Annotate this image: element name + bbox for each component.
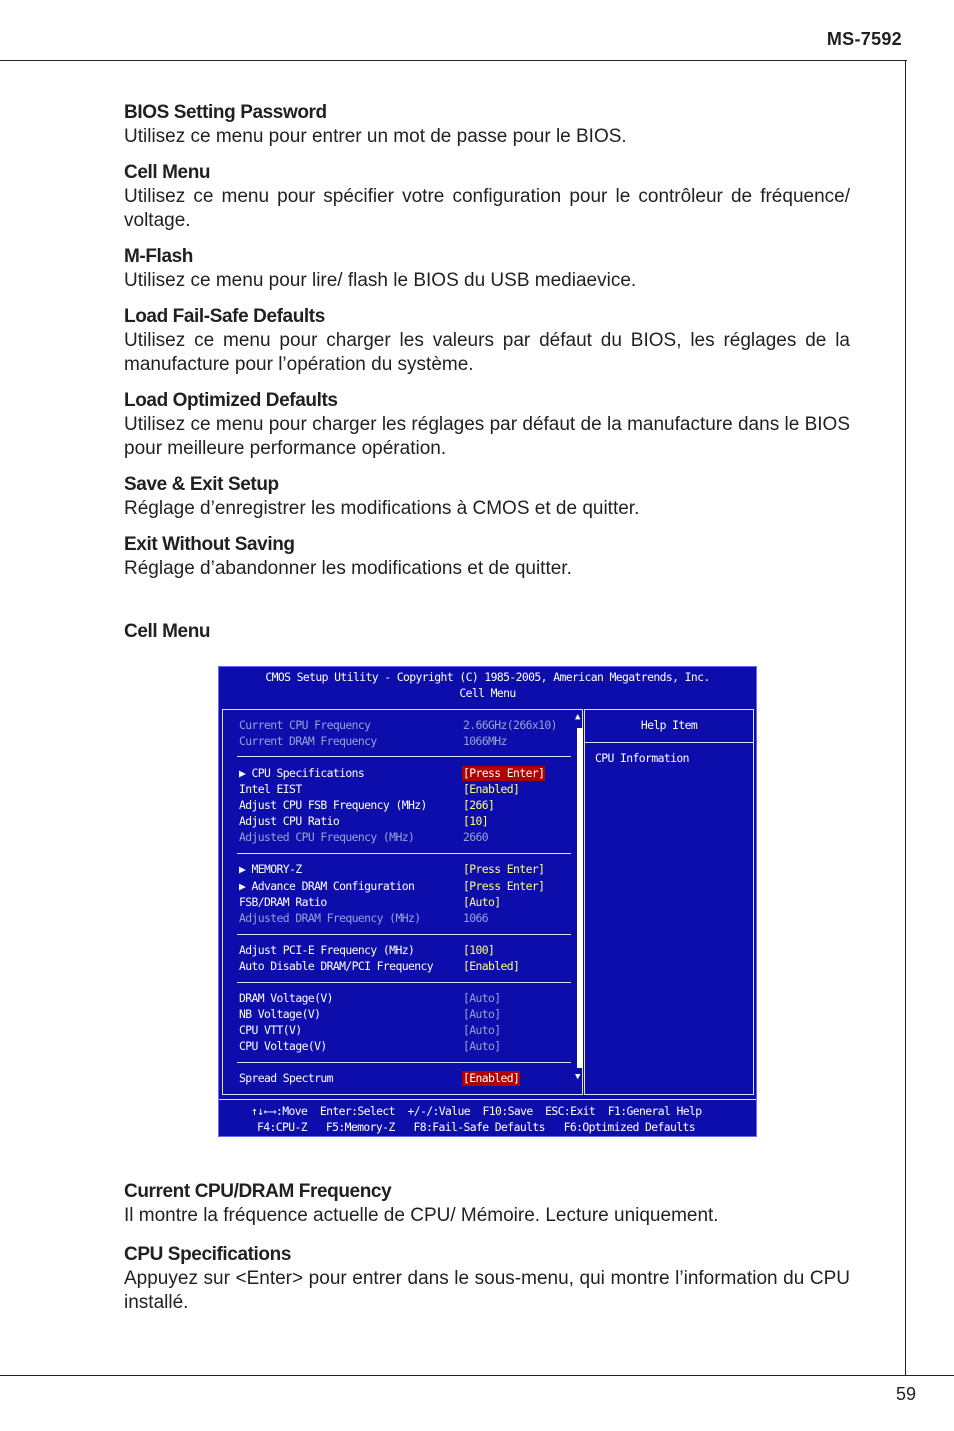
row-value[interactable]: [100] xyxy=(463,943,495,957)
row-value-selected[interactable]: [Press Enter] xyxy=(463,766,545,780)
row-label: Adjust PCI-E Frequency (MHz) xyxy=(239,943,415,957)
row-value: 2660 xyxy=(463,830,489,844)
row-label: FSB/DRAM Ratio xyxy=(239,895,327,909)
model-name: MS-7592 xyxy=(826,29,902,49)
row-value[interactable]: [Auto] xyxy=(463,1039,501,1053)
section-text: Réglage d’enregistrer les modifications à CMOS et de quitter. xyxy=(124,498,640,519)
bios-settings-panel xyxy=(222,709,583,1095)
row-value[interactable]: [Press Enter] xyxy=(463,862,545,876)
footer-keys-line-2: F4:CPU-Z F5:Memory-Z F8:Fail-Safe Defaults F6:Optimized Defaults xyxy=(257,1120,696,1134)
row-label: Current DRAM Frequency xyxy=(239,734,377,748)
row-value[interactable]: [266] xyxy=(463,798,495,812)
cell-menu-heading-block xyxy=(124,620,850,644)
row-label: Adjust CPU Ratio xyxy=(239,814,340,828)
section-text: Il montre la fréquence actuelle de CPU/ Mémoire. Lecture uniquement. xyxy=(124,1205,719,1226)
section-m-flash xyxy=(124,245,850,293)
footer-keys-line-1: ↑↓←→:Move Enter:Select +/-/:Value F10:Save ESC:Exit F1:General Help xyxy=(251,1104,702,1118)
section-text: Utilisez ce menu pour lire/ flash le BIOS du USB mediaevice. xyxy=(124,270,637,291)
page-number: 59 xyxy=(895,1384,916,1404)
help-title: Help Item xyxy=(640,718,698,732)
row-label: CPU Voltage(V) xyxy=(239,1039,327,1053)
row-label: Current CPU Frequency xyxy=(239,718,371,732)
top-rule xyxy=(0,60,907,61)
section-heading: Cell Menu xyxy=(124,162,211,183)
section-save-exit xyxy=(124,473,850,521)
row-value[interactable]: [Enabled] xyxy=(463,959,520,973)
row-value[interactable]: [10] xyxy=(463,814,489,828)
row-label: NB Voltage(V) xyxy=(239,1007,321,1021)
section-cpu-specifications xyxy=(124,1243,850,1315)
scroll-up-arrow-icon[interactable]: ▲ xyxy=(575,712,580,722)
section-load-fail-safe xyxy=(124,305,850,377)
section-heading: CPU Specifications xyxy=(124,1244,292,1265)
section-heading: BIOS Setting Password xyxy=(124,102,327,123)
bios-title: CMOS Setup Utility - Copyright (C) 1985-2005, American Megatrends, Inc. xyxy=(265,670,710,684)
row-label: DRAM Voltage(V) xyxy=(239,991,333,1005)
section-text: Réglage d’abandonner les modifications et de quitter. xyxy=(124,558,572,579)
scroll-down-arrow-icon[interactable]: ▼ xyxy=(575,1072,580,1082)
row-label: Adjusted CPU Frequency (MHz) xyxy=(239,830,415,844)
help-divider xyxy=(585,742,753,743)
row-label: Auto Disable DRAM/PCI Frequency xyxy=(239,959,433,973)
row-label: Adjust CPU FSB Frequency (MHz) xyxy=(239,798,427,812)
right-rule xyxy=(905,60,906,1376)
scrollbar[interactable] xyxy=(577,728,583,1068)
row-label: Spread Spectrum xyxy=(239,1071,333,1085)
row-label: ▶ Advance DRAM Configuration xyxy=(239,879,415,893)
row-label: ▶ CPU Specifications xyxy=(239,766,365,780)
help-text: CPU Information xyxy=(595,751,689,765)
bios-subtitle: Cell Menu xyxy=(459,686,516,700)
section-heading: M-Flash xyxy=(124,246,193,267)
row-value[interactable]: [Auto] xyxy=(463,991,501,1005)
row-label: Intel EIST xyxy=(239,782,302,796)
row-label: ▶ MEMORY-Z xyxy=(239,862,302,876)
row-value: 2.66GHz(266x10) xyxy=(463,718,557,732)
row-label: Adjusted DRAM Frequency (MHz) xyxy=(239,911,421,925)
section-heading: Current CPU/DRAM Frequency xyxy=(124,1181,392,1202)
row-value: 1066MHz xyxy=(463,734,507,748)
cell-menu-heading: Cell Menu xyxy=(124,621,211,642)
section-text: Appuyez sur <Enter> pour entrer dans le sous-menu, qui montre l’information du CPU installé. xyxy=(124,1268,850,1313)
bios-separator xyxy=(237,934,571,935)
row-value[interactable]: [Auto] xyxy=(463,1023,501,1037)
bottom-rule xyxy=(0,1375,954,1376)
section-text: Utilisez ce menu pour entrer un mot de passe pour le BIOS. xyxy=(124,126,627,147)
row-value: 1066 xyxy=(463,911,489,925)
section-text: Utilisez ce menu pour charger les valeurs par défaut du BIOS, les réglages de la manufacture pour l’opération du système. xyxy=(124,330,850,375)
section-heading: Load Fail-Safe Defaults xyxy=(124,306,325,327)
section-current-frequency xyxy=(124,1180,850,1228)
row-label: CPU VTT(V) xyxy=(239,1023,302,1037)
section-bios-setting-password xyxy=(124,101,850,149)
section-text: Utilisez ce menu pour spécifier votre configuration pour le contrôleur de fréquence/ voltage. xyxy=(124,186,850,231)
bios-screenshot xyxy=(218,666,757,1137)
bios-separator xyxy=(237,756,571,757)
bios-separator xyxy=(237,853,571,854)
row-value[interactable]: [Enabled] xyxy=(463,782,520,796)
row-value[interactable]: [Press Enter] xyxy=(463,879,545,893)
bios-help-panel xyxy=(584,709,754,1095)
section-exit-without-saving xyxy=(124,533,850,581)
bios-separator xyxy=(237,982,571,983)
bios-footer xyxy=(219,1099,756,1134)
section-heading: Exit Without Saving xyxy=(124,534,295,555)
section-heading: Save & Exit Setup xyxy=(124,474,279,495)
section-heading: Load Optimized Defaults xyxy=(124,390,338,411)
row-value-selected[interactable]: [Enabled] xyxy=(463,1071,520,1085)
section-text: Utilisez ce menu pour charger les réglages par défaut de la manufacture dans le BIOS pour meilleure performance opération. xyxy=(124,414,850,459)
section-cell-menu-intro xyxy=(124,161,850,233)
bios-separator xyxy=(237,1062,571,1063)
section-load-optimized xyxy=(124,389,850,461)
row-value[interactable]: [Auto] xyxy=(463,895,501,909)
row-value[interactable]: [Auto] xyxy=(463,1007,501,1021)
